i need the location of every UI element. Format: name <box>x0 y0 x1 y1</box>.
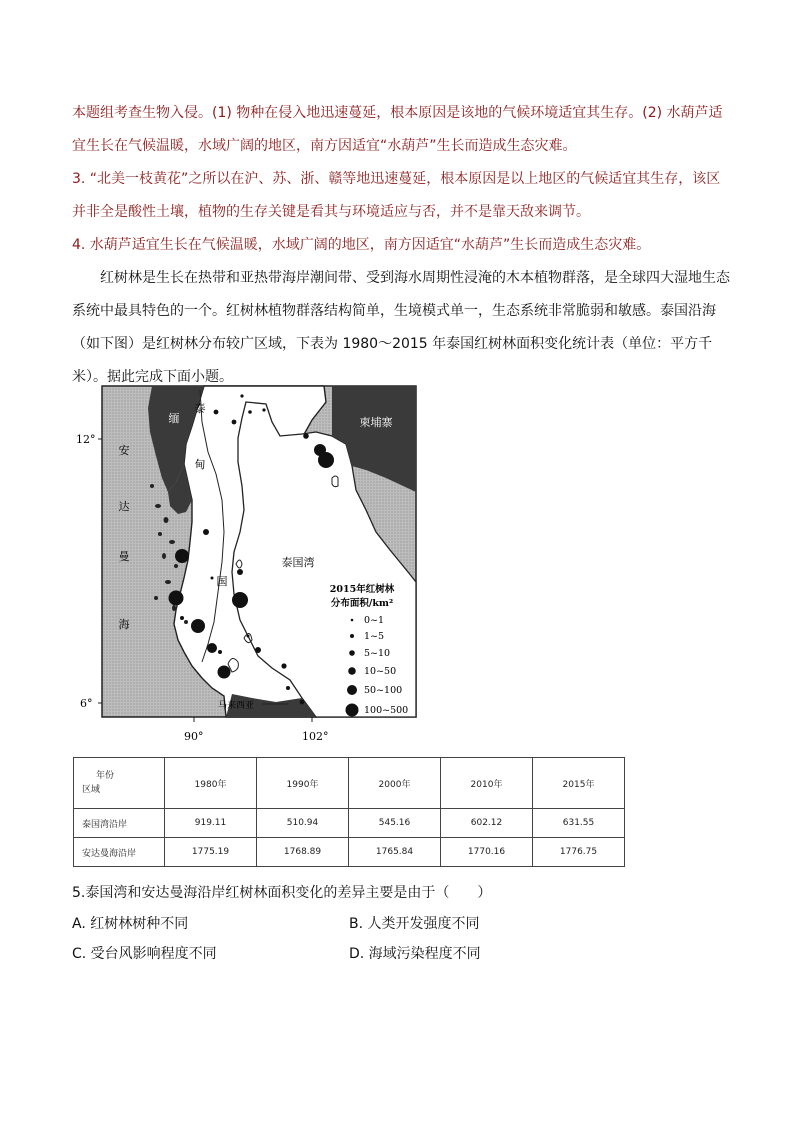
answer-line-4: 4. 水葫芦适宜生长在气候温暖，水域广阔的地区，南方因适宜“水葫芦”生长而造成生态灾难。 <box>72 237 651 253</box>
intro-paragraph: 红树林是生长在热带和亚热带海岸潮间带、受到海水周期性浸淹的木本植物群落，是全球四大湿地生态系统中最具特色的一个。红树林植物群落结构简单，生境模式单一，生态系统非常脆弱和敏感。泰国沿海（如下图）是红树林分布较广区域，下表为 1980～2015 年泰国红树林面积变化统计表（单位：平方千米）。据此完成下面小题。 <box>72 270 730 385</box>
option-c[interactable]: C. 受台风影响程度不同 <box>72 946 217 962</box>
value-cell: 631.55 <box>533 809 625 838</box>
year-header: 1990年 <box>257 758 349 809</box>
answer-line-3: 3. “北美一枝黄花”之所以在沪、苏、浙、赣等地迅速蔓延，根本原因是以上地区的气候适宜其生存，该区并非全是酸性土壤，植物的生存关键是看其与环境适应与否，并不是靠天敌来调节。 <box>72 171 721 220</box>
value-cell: 545.16 <box>349 809 441 838</box>
region-cell: 安达曼海沿岸 <box>74 838 165 867</box>
table-row <box>74 809 625 838</box>
legend-item-4: 10~50 <box>364 666 397 677</box>
lon-label-90: 90° <box>184 730 204 743</box>
label-thailand-guo: 国 <box>216 575 228 588</box>
question-5-stem: 5.泰国湾和安达曼海沿岸红树林面积变化的差异主要是由于（ ） <box>72 885 492 901</box>
value-cell: 1768.89 <box>257 838 349 867</box>
value-cell: 919.11 <box>165 809 257 838</box>
thailand-mangrove-map <box>76 382 422 754</box>
year-header: 2000年 <box>349 758 441 809</box>
value-cell: 510.94 <box>257 809 349 838</box>
label-gulf: 泰国湾 <box>281 556 315 569</box>
legend-item-5: 50~100 <box>364 685 403 696</box>
label-andaman-1: 安 <box>118 444 130 457</box>
option-b[interactable]: B. 人类开发强度不同 <box>349 916 480 932</box>
answer-line-1: 本题组考查生物入侵。(1) 物种在侵入地迅速蔓延，根本原因是该地的气候环境适宜其生存。(2) 水葫芦适宜生长在气候温暖，水域广阔的地区，南方因适宜“水葫芦”生长而造成生态灾难。 <box>72 105 723 154</box>
table-row <box>74 838 625 867</box>
region-cell: 泰国湾沿岸 <box>74 809 165 838</box>
label-cambodia: 柬埔寨 <box>359 416 393 429</box>
value-cell: 1770.16 <box>441 838 533 867</box>
mangrove-area-table <box>73 757 625 867</box>
value-cell: 1765.84 <box>349 838 441 867</box>
legend-item-2: 1~5 <box>364 631 385 642</box>
label-andaman-2: 达 <box>118 500 130 513</box>
value-cell: 1775.19 <box>165 838 257 867</box>
label-myanmar-1: 缅 <box>168 412 180 425</box>
options-row-2 <box>72 943 732 965</box>
table-corner-cell <box>74 758 165 809</box>
label-myanmar-2: 甸 <box>194 458 206 471</box>
label-andaman-3: 曼 <box>118 550 130 563</box>
label-andaman-4: 海 <box>118 618 130 631</box>
option-a[interactable]: A. 红树林树种不同 <box>72 916 189 932</box>
label-malaysia: 马来西亚 <box>217 701 255 711</box>
lat-label-6: 6° <box>80 697 93 710</box>
answer-explanation <box>72 97 732 262</box>
value-cell: 602.12 <box>441 809 533 838</box>
header-year-label: 年份 <box>96 771 115 781</box>
legend-item-6: 100~500 <box>364 705 409 716</box>
label-thailand-tai: 泰 <box>194 402 206 415</box>
legend-item-1: 0~1 <box>364 615 385 626</box>
lat-label-12: 12° <box>76 433 96 446</box>
legend-title-2: 分布面积/km² <box>330 598 394 609</box>
options-row-1 <box>72 913 732 935</box>
year-header: 2015年 <box>533 758 625 809</box>
option-d[interactable]: D. 海域污染程度不同 <box>349 946 481 962</box>
value-cell: 1776.75 <box>533 838 625 867</box>
legend-item-3: 5~10 <box>364 648 391 659</box>
year-header: 2010年 <box>441 758 533 809</box>
lon-label-102: 102° <box>302 730 329 743</box>
year-header: 1980年 <box>165 758 257 809</box>
table-header-row <box>74 758 625 809</box>
legend-title-1: 2015年红树林 <box>329 584 395 595</box>
header-region-label: 区域 <box>82 785 101 795</box>
